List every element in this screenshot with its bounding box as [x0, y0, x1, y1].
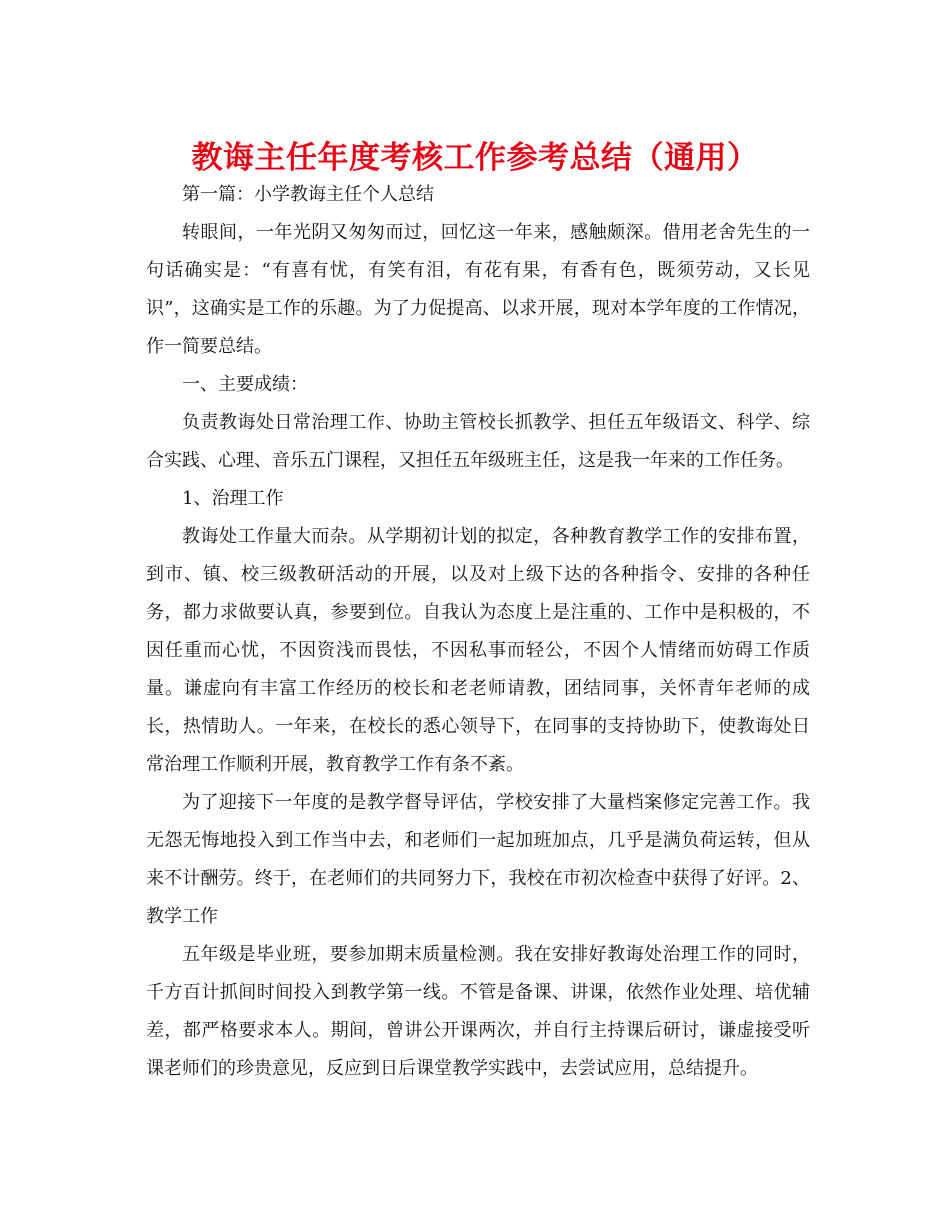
evaluation-paragraph: 为了迎接下一年度的是教学督导评估，学校安排了大量档案修定完善工作。我无怨无悔地投入到工作当中去，和老师们一起加班加点，几乎是满负荷运转，但从来不计酬劳。终于，在老师们的共同努力下，我校在市初次检查中获得了好评。2、教学工作 [146, 792, 810, 927]
section-heading-achievements: 一、主要成绩： [182, 374, 308, 395]
teaching-paragraph: 五年级是毕业班，要参加期末质量检测。我在安排好教诲处治理工作的同时，千方百计抓间时间投入到教学第一线。不管是备课、讲课，依然作业处理、培优辅差，都严格要求本人。期间，曾讲公开课两次，并自行主持课后研讨，谦虚接受听课老师们的珍贵意见，反应到日后课堂教学实践中，去尝试应用，总结提升。 [146, 944, 810, 1079]
section-heading-management: 1、治理工作 [182, 488, 284, 509]
duties-paragraph: 负责教诲处日常治理工作、协助主管校长抓教学、担任五年级语文、科学、综合实践、心理、音乐五门课程，又担任五年级班主任，这是我一年来的工作任务。 [146, 412, 810, 471]
document-body [146, 176, 810, 1088]
intro-paragraph: 转眼间，一年光阴又匆匆而过，回忆这一年来，感触颇深。借用老舍先生的一句话确实是：“有喜有忧，有笑有泪，有花有果，有香有色，既须劳动，又长见识”，这确实是工作的乐趣。为了力促提高、以求开展，现对本学年度的工作情况，作一简要总结。 [146, 222, 810, 357]
subtitle-paragraph: 第一篇：小学教诲主任个人总结 [182, 184, 434, 205]
document-title: 教诲主任年度考核工作参考总结（通用） [191, 140, 759, 176]
management-paragraph: 教诲处工作量大而杂。从学期初计划的拟定，各种教育教学工作的安排布置，到市、镇、校三级教研活动的开展，以及对上级下达的各种指令、安排的各种任务，都力求做要认真，参要到位。自我认为态度上是注重的、工作中是积极的，不因任重而心忧，不因资浅而畏怯，不因私事而轻公，不因个人情绪而妨碍工作质量。谦虚向有丰富工作经历的校长和老老师请教，团结同事，关怀青年老师的成长，热情助人。一年来，在校长的悉心领导下，在同事的支持协助下，使教诲处日常治理工作顺利开展，教育教学工作有条不紊。 [146, 526, 810, 775]
